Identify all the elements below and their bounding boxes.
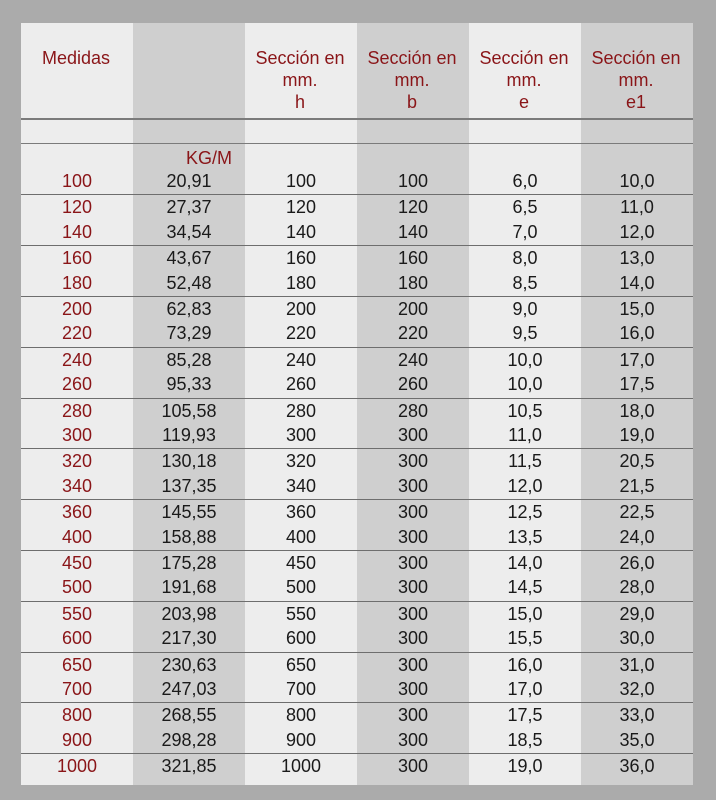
cell-h: 260 — [285, 374, 317, 395]
cell-e1: 28,0 — [619, 577, 655, 598]
cell-medida: 240 — [61, 349, 93, 370]
cell-medida: 220 — [61, 323, 93, 344]
cell-e: 13,5 — [507, 526, 543, 547]
cell-b: 100 — [397, 171, 429, 191]
table-row — [21, 728, 693, 753]
cell-e: 16,0 — [507, 654, 543, 675]
cell-medida: 320 — [61, 451, 93, 472]
cell-b: 300 — [397, 756, 429, 777]
cell-e: 9,0 — [512, 299, 538, 319]
cell-e1: 13,0 — [619, 248, 655, 269]
cell-kgm: 62,83 — [166, 299, 212, 319]
cell-b: 300 — [397, 679, 429, 699]
cell-h: 360 — [285, 502, 317, 523]
cell-kgm: 34,54 — [166, 221, 212, 242]
table-row — [21, 474, 693, 499]
cell-medida: 800 — [61, 705, 93, 726]
header-seccion-e1: Sección en mm. e1 — [591, 48, 681, 112]
table-row — [21, 423, 693, 448]
cell-e: 18,5 — [507, 729, 543, 750]
cell-kgm: 321,85 — [161, 756, 217, 777]
cell-medida: 1000 — [56, 756, 98, 777]
cell-b: 120 — [397, 197, 429, 218]
cell-kgm: 158,88 — [161, 526, 217, 547]
cell-b: 300 — [397, 475, 429, 496]
cell-e: 19,0 — [507, 756, 543, 777]
cell-h: 240 — [285, 349, 317, 370]
cell-b: 260 — [397, 374, 429, 395]
table-row — [21, 398, 693, 424]
cell-kgm: 52,48 — [166, 272, 212, 293]
cell-medida: 260 — [61, 374, 93, 395]
cell-e1: 14,0 — [619, 272, 655, 293]
table-row — [21, 499, 693, 525]
table-row — [21, 372, 693, 397]
cell-e1: 26,0 — [619, 553, 655, 573]
table-row — [21, 169, 693, 194]
table-row — [21, 296, 693, 322]
cell-e: 6,0 — [512, 171, 538, 191]
cell-b: 300 — [397, 451, 429, 472]
cell-kgm: 85,28 — [166, 349, 212, 370]
cell-h: 1000 — [280, 756, 322, 777]
cell-h: 900 — [285, 729, 317, 750]
cell-h: 700 — [285, 679, 317, 699]
cell-kgm: 73,29 — [166, 323, 212, 344]
cell-medida: 700 — [61, 679, 93, 699]
cell-e: 17,5 — [507, 705, 543, 726]
cell-b: 140 — [397, 221, 429, 242]
cell-e1: 16,0 — [619, 323, 655, 344]
header-divider — [21, 118, 693, 120]
cell-medida: 550 — [61, 603, 93, 624]
cell-h: 600 — [285, 628, 317, 649]
cell-h: 340 — [285, 475, 317, 496]
cell-medida: 900 — [61, 729, 93, 750]
cell-e: 17,0 — [507, 679, 543, 699]
cell-e: 7,0 — [512, 221, 538, 242]
table-row — [21, 525, 693, 550]
cell-e: 14,0 — [507, 553, 543, 573]
cell-medida: 140 — [61, 221, 93, 242]
cell-h: 650 — [285, 654, 317, 675]
cell-e: 15,5 — [507, 628, 543, 649]
cell-h: 140 — [285, 221, 317, 242]
cell-e: 10,0 — [507, 374, 543, 395]
cell-e: 12,5 — [507, 502, 543, 523]
cell-kgm: 105,58 — [161, 400, 217, 421]
cell-medida: 450 — [61, 553, 93, 573]
cell-kgm: 175,28 — [161, 553, 217, 573]
header-medidas: Medidas — [41, 48, 111, 68]
cell-medida: 180 — [61, 272, 93, 293]
cell-h: 400 — [285, 526, 317, 547]
table-row — [21, 753, 693, 779]
unit-row-divider — [21, 143, 693, 144]
header-seccion-h: Sección en mm. h — [255, 48, 345, 112]
cell-b: 300 — [397, 577, 429, 598]
cell-h: 300 — [285, 425, 317, 445]
cell-h: 100 — [285, 171, 317, 191]
cell-medida: 120 — [61, 197, 93, 218]
cell-e: 8,0 — [512, 248, 538, 269]
cell-kgm: 247,03 — [161, 679, 217, 699]
cell-medida: 600 — [61, 628, 93, 649]
cell-h: 280 — [285, 400, 317, 421]
cell-e1: 19,0 — [619, 425, 655, 445]
cell-medida: 650 — [61, 654, 93, 675]
cell-medida: 400 — [61, 526, 93, 547]
cell-e1: 31,0 — [619, 654, 655, 675]
data-table — [21, 23, 693, 785]
cell-h: 180 — [285, 272, 317, 293]
cell-e: 11,5 — [508, 451, 542, 472]
cell-b: 160 — [397, 248, 429, 269]
cell-e1: 29,0 — [619, 603, 655, 624]
cell-h: 550 — [285, 603, 317, 624]
cell-e: 6,5 — [512, 197, 538, 218]
cell-b: 300 — [397, 553, 429, 573]
cell-kgm: 145,55 — [161, 502, 217, 523]
cell-medida: 360 — [61, 502, 93, 523]
cell-b: 220 — [397, 323, 429, 344]
cell-e1: 33,0 — [619, 705, 655, 726]
table-row — [21, 677, 693, 702]
cell-e1: 18,0 — [619, 400, 655, 421]
cell-kgm: 95,33 — [166, 374, 212, 395]
cell-medida: 500 — [61, 577, 93, 598]
cell-kgm: 230,63 — [161, 654, 217, 675]
cell-h: 120 — [285, 197, 317, 218]
cell-kgm: 137,35 — [161, 475, 217, 496]
cell-e1: 17,5 — [619, 374, 655, 395]
cell-e1: 22,5 — [619, 502, 655, 523]
cell-kgm: 203,98 — [161, 603, 217, 624]
table-row — [21, 601, 693, 627]
cell-e: 12,0 — [507, 475, 543, 496]
cell-b: 180 — [397, 272, 429, 293]
cell-kgm: 130,18 — [161, 451, 217, 472]
cell-e: 14,5 — [507, 577, 543, 598]
cell-b: 300 — [397, 654, 429, 675]
cell-h: 450 — [285, 553, 317, 573]
cell-e1: 15,0 — [619, 299, 655, 319]
cell-e: 8,5 — [512, 272, 538, 293]
cell-medida: 200 — [61, 299, 93, 319]
cell-kgm: 43,67 — [166, 248, 212, 269]
cell-kgm: 268,55 — [161, 705, 217, 726]
cell-h: 320 — [285, 451, 317, 472]
cell-e1: 32,0 — [619, 679, 655, 699]
cell-e1: 10,0 — [619, 171, 655, 191]
cell-medida: 160 — [61, 248, 93, 269]
cell-b: 300 — [397, 705, 429, 726]
cell-e1: 24,0 — [619, 526, 655, 547]
cell-medida: 300 — [61, 425, 93, 445]
cell-e1: 35,0 — [619, 729, 655, 750]
unit-label-kgm: KG/M — [185, 148, 232, 168]
cell-e1: 36,0 — [619, 756, 655, 777]
cell-medida: 100 — [61, 171, 93, 191]
cell-e: 10,0 — [507, 349, 543, 370]
table-row — [21, 702, 693, 728]
table-row — [21, 550, 693, 576]
cell-h: 200 — [285, 299, 317, 319]
cell-b: 280 — [397, 400, 429, 421]
cell-e1: 30,0 — [619, 628, 655, 649]
cell-b: 300 — [397, 526, 429, 547]
cell-e1: 11,0 — [620, 197, 654, 218]
cell-e1: 12,0 — [619, 221, 655, 242]
cell-e: 10,5 — [507, 400, 543, 421]
table-row — [21, 652, 693, 678]
table-row — [21, 321, 693, 346]
cell-e: 11,0 — [508, 425, 542, 445]
cell-b: 300 — [397, 729, 429, 750]
cell-b: 200 — [397, 299, 429, 319]
cell-kgm: 20,91 — [166, 171, 212, 191]
cell-e: 9,5 — [512, 323, 538, 344]
table-row — [21, 194, 693, 220]
cell-h: 220 — [285, 323, 317, 344]
cell-h: 500 — [285, 577, 317, 598]
cell-medida: 340 — [61, 475, 93, 496]
table-row — [21, 626, 693, 651]
cell-e1: 20,5 — [619, 451, 655, 472]
cell-h: 160 — [285, 248, 317, 269]
table-row — [21, 220, 693, 245]
cell-kgm: 298,28 — [161, 729, 217, 750]
cell-medida: 280 — [61, 400, 93, 421]
header-seccion-e: Sección en mm. e — [479, 48, 569, 112]
cell-b: 240 — [397, 349, 429, 370]
cell-kgm: 217,30 — [161, 628, 217, 649]
table-row — [21, 271, 693, 296]
cell-b: 300 — [397, 502, 429, 523]
cell-b: 300 — [397, 628, 429, 649]
cell-e1: 21,5 — [619, 475, 655, 496]
table-row — [21, 448, 693, 474]
table-row — [21, 245, 693, 271]
cell-kgm: 119,93 — [162, 425, 216, 445]
cell-kgm: 27,37 — [166, 197, 212, 218]
cell-e: 15,0 — [507, 603, 543, 624]
table-row — [21, 575, 693, 600]
table-row — [21, 347, 693, 373]
cell-b: 300 — [397, 425, 429, 445]
cell-h: 800 — [285, 705, 317, 726]
header-seccion-b: Sección en mm. b — [367, 48, 457, 112]
cell-b: 300 — [397, 603, 429, 624]
cell-kgm: 191,68 — [161, 577, 217, 598]
cell-e1: 17,0 — [619, 349, 655, 370]
